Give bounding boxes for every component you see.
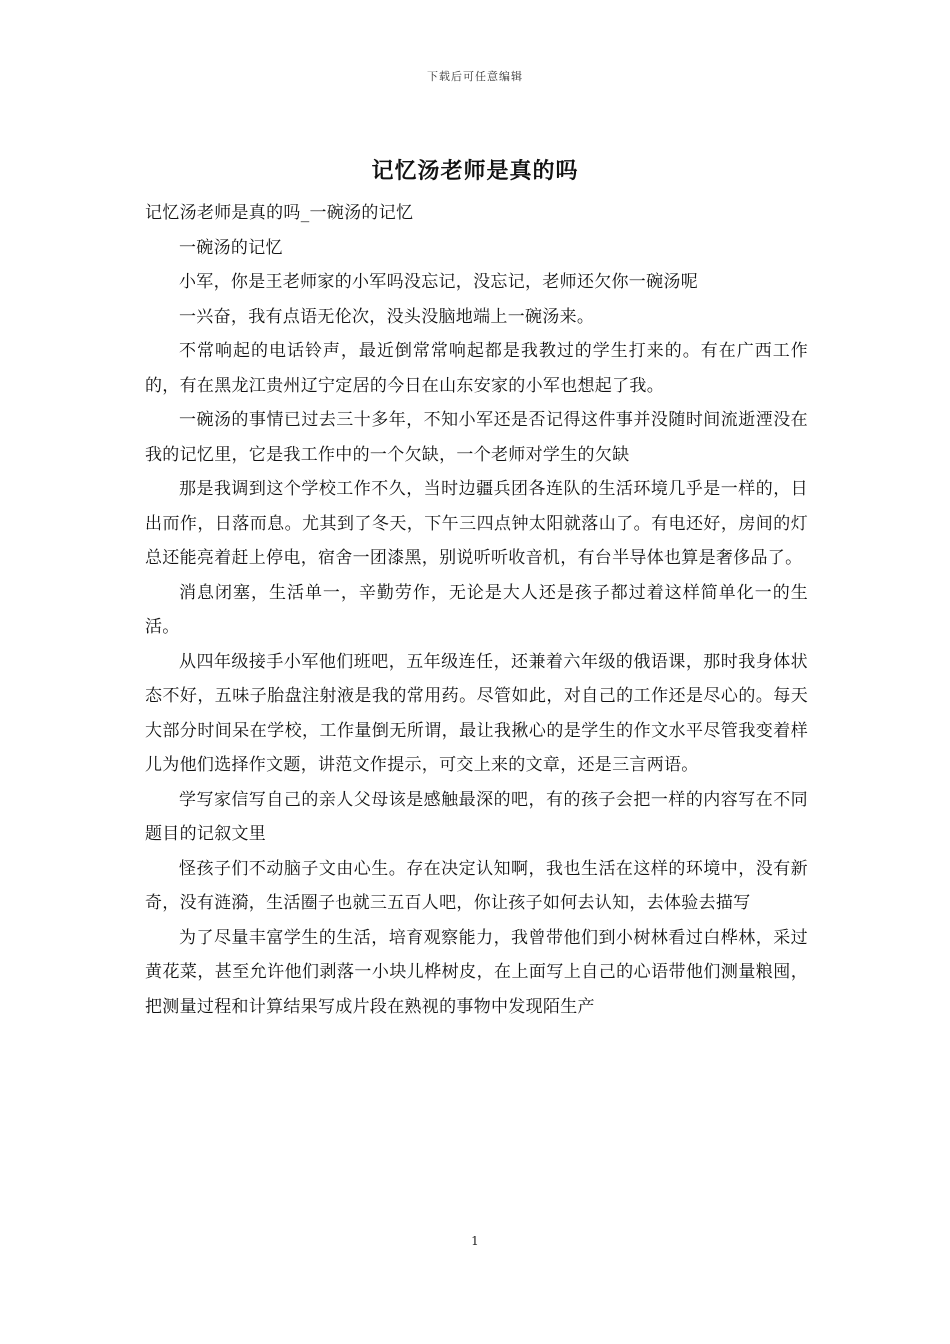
paragraph: 那是我调到这个学校工作不久，当时边疆兵团各连队的生活环境几乎是一样的，日出而作，日落而息。尤其到了冬天，下午三四点钟太阳就落山了。有电还好，房间的灯总还能亮着赶上停电，宿舍一团漆黑，别说听听收音机，有台半导体也算是奢侈品了。 [145, 479, 808, 568]
paragraph: 怪孩子们不动脑子文由心生。存在决定认知啊，我也生活在这样的环境中，没有新奇，没有涟漪，生活圈子也就三五百人吧，你让孩子如何去认知，去体验去描写 [145, 858, 808, 913]
page-number: 1 [471, 1234, 479, 1248]
paragraph: 从四年级接手小军他们班吧，五年级连任，还兼着六年级的俄语课，那时我身体状态不好，五味子胎盘注射液是我的常用药。尽管如此，对自己的工作还是尽心的。每天大部分时间呆在学校，工作量倒无所谓，最让我揪心的是学生的作文水平尽管我变着样儿为他们选择作文题，讲范文作提示，可交上来的文章，还是三言两语。 [145, 651, 808, 775]
paragraph: 一碗汤的记忆 [179, 237, 283, 258]
paragraph: 不常响起的电话铃声，最近倒常常响起都是我教过的学生打来的。有在广西工作的，有在黑龙江贵州辽宁定居的今日在山东安家的小军也想起了我。 [145, 341, 808, 396]
paragraph: 小军，你是王老师家的小军吗没忘记，没忘记，老师还欠你一碗汤呢 [179, 272, 698, 292]
paragraph: 为了尽量丰富学生的生活，培育观察能力，我曾带他们到小树林看过白桦林，采过黄花菜，甚至允许他们剥落一小块儿桦树皮，在上面写上自己的心语带他们测量粮囤，把测量过程和计算结果写成片段在熟视的事物中发现陌生产 [145, 927, 808, 1017]
paragraph: 学写家信写自己的亲人父母该是感触最深的吧，有的孩子会把一样的内容写在不同题目的记叙文里 [145, 789, 808, 844]
subtitle-line: 记忆汤老师是真的吗_一碗汤的记忆 [145, 203, 414, 223]
document-title: 记忆汤老师是真的吗 [371, 158, 579, 184]
document-body [145, 196, 808, 1024]
paragraph: 一碗汤的事情已过去三十多年，不知小军还是否记得这件事并没随时间流逝湮没在我的记忆里，它是我工作中的一个欠缺，一个老师对学生的欠缺 [145, 410, 808, 465]
header-note: 下载后可任意编辑 [427, 70, 523, 83]
paragraph: 消息闭塞，生活单一，辛勤劳作，无论是大人还是孩子都过着这样简单化一的生活。 [145, 582, 808, 637]
paragraph: 一兴奋，我有点语无伦次，没头没脑地端上一碗汤来。 [179, 306, 595, 327]
